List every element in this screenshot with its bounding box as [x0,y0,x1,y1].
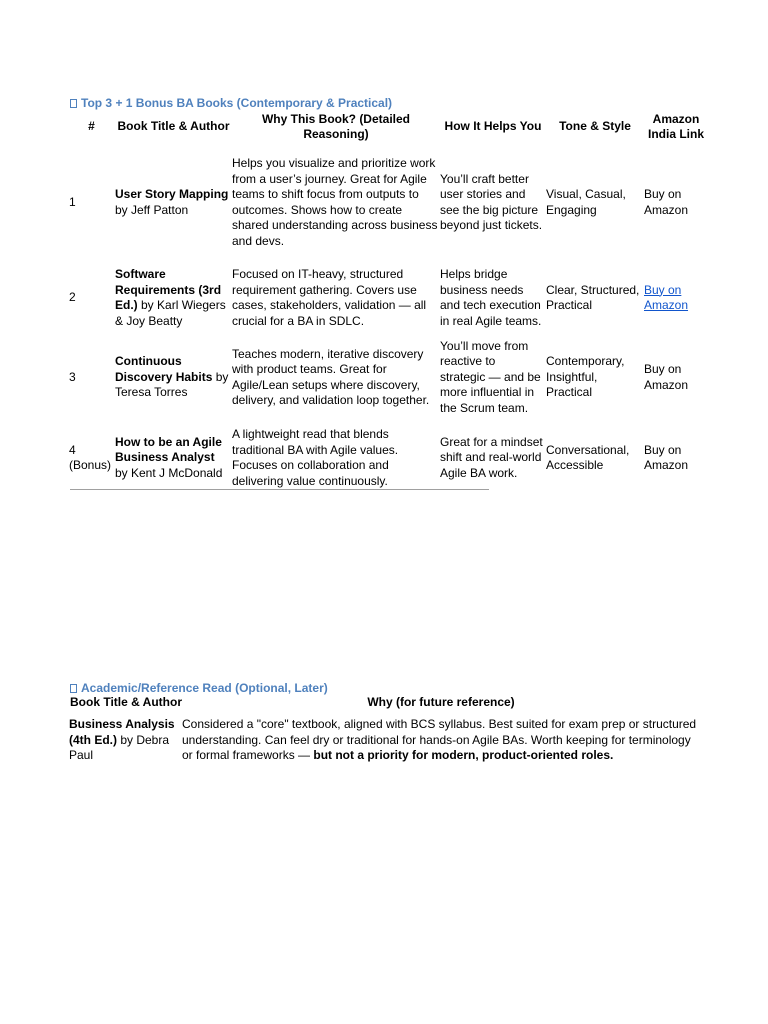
amazon-link-cell [644,262,708,334]
column-header: Book Title & Author [70,695,182,710]
column-header: How It Helps You [444,119,542,134]
why-emphasis: but not a priority for modern, product-oriented roles. [313,748,614,762]
book-title: Continuous Discovery Habits [115,354,213,384]
row-number: 3 [69,369,76,384]
tone-cell: Clear, Structured, Practical [546,282,640,312]
book-title-cell [115,143,232,262]
amazon-link[interactable]: Buy on Amazon [644,442,689,472]
books-table [68,111,708,495]
book-title-cell [115,334,232,421]
row-number: 4 (Bonus) [69,442,112,472]
why-cell: Helps you visualize and prioritize work from a user’s journey. Great for Agile teams to shift focus from outputs to outcomes. Shows how to create shared understanding across business and devs. [232,156,438,248]
column-header: Book Title & Author [117,119,230,134]
book-title: Business Analysis (4th Ed.) [69,717,175,747]
book-icon [70,99,77,108]
row-number: 2 [69,290,76,305]
section-heading-top-books [70,96,392,110]
amazon-link-cell [644,334,708,421]
academic-table [68,694,700,764]
tone-cell: Visual, Casual, Engaging [546,187,626,217]
table-header-row [68,694,700,712]
book-author: by Kent J McDonald [115,465,223,480]
section-heading-text: Top 3 + 1 Bonus BA Books (Contemporary & Practical) [81,96,393,110]
book-title-cell [115,421,232,495]
helps-cell: You’ll craft better user stories and see the big picture beyond just tickets. [440,171,543,232]
column-header: # [88,119,95,134]
why-cell [182,712,700,764]
column-header: Why This Book? (Detailed Reasoning) [261,111,410,141]
helps-cell: You’ll move from reactive to strategic — and be more influential in the Scrum team. [440,338,541,415]
table-row [68,334,708,421]
why-cell: Teaches modern, iterative discovery with product teams. Great for Agile/Lean setups where discovery, delivery, and validation loop together. [232,346,430,407]
section-heading-text: Academic/Reference Read (Optional, Later) [81,681,328,695]
amazon-link[interactable]: Buy on Amazon [644,362,689,392]
amazon-link-cell [644,143,708,262]
table-header-row [68,111,708,143]
why-cell: Focused on IT-heavy, structured requirement gathering. Covers use cases, stakeholders, validation — all crucial for a BA in SDLC. [232,267,427,328]
tone-cell: Conversational, Accessible [546,442,630,472]
table-row [68,262,708,334]
horizontal-divider [70,489,489,490]
column-header: Amazon India Link [647,111,704,141]
section-heading-academic [70,681,328,695]
book-author: by Debra Paul [69,732,170,762]
why-text: Considered a "core" textbook, aligned with BCS syllabus. Best suited for exam prep or structured understanding. Can feel dry or traditional for hands-on Agile BAs. Worth keeping for terminology or formal frameworks — [182,717,697,762]
table-row [68,712,700,764]
book-icon [70,684,77,693]
book-title-cell [68,712,182,764]
row-number: 1 [69,194,76,209]
amazon-link[interactable]: Buy on Amazon [644,187,689,217]
table-row [68,421,708,495]
book-title-cell [115,262,232,334]
book-title: User Story Mapping [115,187,229,201]
table-row [68,143,708,262]
column-header: Why (for future reference) [367,695,515,710]
tone-cell: Contemporary, Insightful, Practical [546,354,625,400]
book-title: Software Requirements (3rd Ed.) [115,267,222,312]
book-title: How to be an Agile Business Analyst [115,434,222,465]
book-author: by Karl Wiegers & Joy Beatty [115,298,226,328]
amazon-link-cell [644,421,708,495]
helps-cell: Helps bridge business needs and tech execution in real Agile teams. [440,267,542,328]
amazon-link[interactable]: Buy on Amazon [644,282,689,312]
column-header: Tone & Style [559,119,631,134]
why-cell: A lightweight read that blends traditional BA with Agile values. Focuses on collaboration and delivering value continuously. [232,427,399,488]
helps-cell: Great for a mindset shift and real-world Agile BA work. [440,434,543,480]
book-author: by Jeff Patton [115,202,189,217]
book-author: by Teresa Torres [115,369,229,400]
